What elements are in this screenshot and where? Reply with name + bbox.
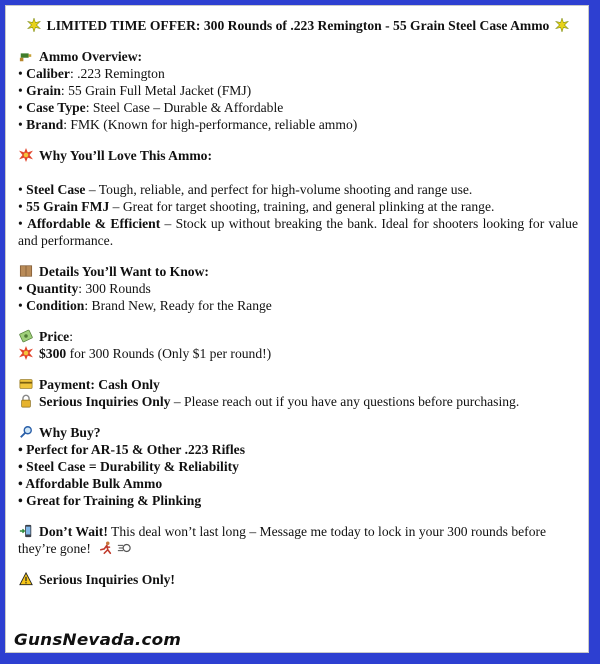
lock-icon <box>18 394 34 408</box>
why-love-section <box>18 147 578 249</box>
offer-title: LIMITED TIME OFFER: 300 Rounds of .223 Remington - 55 Grain Steel Case Ammo <box>18 17 578 34</box>
list-item: • Perfect for AR-15 & Other .223 Rifles <box>18 442 245 457</box>
list-item: • Steel Case = Durability & Reliability <box>18 459 239 474</box>
ammo-overview-section <box>18 48 578 133</box>
why-buy-heading: Why Buy? <box>18 424 578 441</box>
price-line: $300 for 300 Rounds (Only $1 per round!) <box>18 345 578 362</box>
list-item: • Grain: 55 Grain Full Metal Jacket (FMJ) <box>18 83 252 98</box>
list-item: • Quantity: 300 Rounds <box>18 281 151 296</box>
explosion-icon <box>18 346 34 360</box>
payment-section <box>18 376 578 410</box>
list-item: • Case Type: Steel Case – Durable & Affordable <box>18 100 284 115</box>
list-item: • Steel Case – Tough, reliable, and perfect for high-volume shooting and range use. <box>18 182 473 197</box>
love-heading: Why You’ll Love This Ammo: <box>18 147 578 164</box>
overview-heading: Ammo Overview: <box>18 48 578 65</box>
list-item: • 55 Grain FMJ – Great for target shooting, training, and general plinking at the range. <box>18 199 495 214</box>
payment-line: Payment: Cash Only <box>18 376 578 393</box>
list-item: • Brand: FMK (Known for high-performance, reliable ammo) <box>18 117 358 132</box>
price-heading: Price: <box>18 328 578 345</box>
list-item: • Condition: Brand New, Ready for the Range <box>18 298 272 313</box>
details-section <box>18 263 578 314</box>
listing-card <box>5 5 589 653</box>
gunsnevada-logo: GunsNevada.com <box>14 630 182 649</box>
sparkle-icon <box>26 18 42 32</box>
cta-section <box>18 523 578 557</box>
why-buy-section <box>18 424 578 509</box>
sparkle-icon <box>554 18 570 32</box>
dash-icon <box>116 541 132 555</box>
price-section <box>18 328 578 362</box>
list-item: • Affordable & Efficient – Stock up without breaking the bank. Ideal for shooters looking for value and performance. <box>18 216 578 248</box>
phone-icon <box>18 524 34 538</box>
details-heading: Details You’ll Want to Know: <box>18 263 578 280</box>
list-item: • Great for Training & Plinking <box>18 493 202 508</box>
ammo-icon <box>18 49 34 63</box>
inquiries-line: Serious Inquiries Only – Please reach out if you have any questions before purchasing. <box>18 393 578 410</box>
magnifier-icon <box>18 425 34 439</box>
money-icon <box>18 329 34 343</box>
credit-card-icon <box>18 377 34 391</box>
closing-line: Serious Inquiries Only! <box>18 571 578 588</box>
cta-text: Don’t Wait! This deal won’t last long – Message me today to lock in your 300 rounds before they’re gone! <box>18 524 547 556</box>
package-icon <box>18 264 34 278</box>
explosion-icon <box>18 148 34 162</box>
list-item: • Affordable Bulk Ammo <box>18 476 163 491</box>
runner-icon <box>98 541 114 555</box>
warning-icon <box>18 572 34 586</box>
list-item: • Caliber: .223 Remington <box>18 66 165 81</box>
